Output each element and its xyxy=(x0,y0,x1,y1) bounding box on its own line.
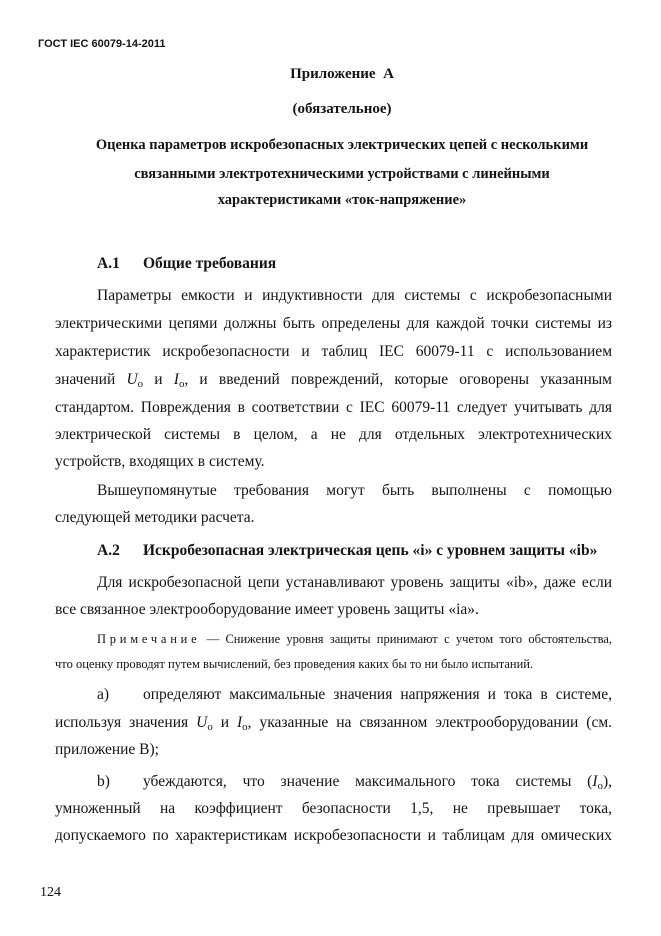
symbol-u: U xyxy=(196,714,208,731)
subscript-o: o xyxy=(597,780,603,793)
symbol-i: I xyxy=(173,371,179,388)
section-a2-number: А.2 xyxy=(97,542,120,559)
text-segment: и xyxy=(212,714,237,731)
a1-paragraph-1-line-2: электрическими цепями должны быть определены для каждой точки системы из xyxy=(55,315,612,332)
section-a1-number: А.1 xyxy=(97,255,120,272)
appendix-title-line-1: Оценка параметров искробезопасных электрических цепей с несколькими xyxy=(95,137,589,153)
item-a-line-2 xyxy=(55,714,612,732)
appendix-title-line-3: характеристиками «ток-напряжение» xyxy=(217,192,467,208)
symbol-u: U xyxy=(126,371,138,388)
item-b-line-3: допускаемого по характеристикам искробезопасности и таблицам для омических xyxy=(55,827,612,844)
text-segment: , указанные на связанном электрооборудовании (см. xyxy=(247,714,613,731)
a1-paragraph-2-line-2: следующей методики расчета. xyxy=(55,509,255,526)
appendix-status: (обязательное) xyxy=(292,101,392,117)
item-a-line-1: определяют максимальные значения напряжения и тока в системе, xyxy=(143,686,612,703)
text-segment: ), xyxy=(602,773,612,790)
appendix-title-line-2: связанными электротехническими устройствами с линейными xyxy=(134,166,550,182)
document-code-header: ГОСТ IEC 60079-14-2011 xyxy=(38,38,166,50)
a1-paragraph-1-line-6: электрической системы в целом, а не для отдельных электротехнических xyxy=(55,426,612,443)
text-segment: используя значения xyxy=(55,714,197,731)
text-segment: значений xyxy=(55,371,127,388)
symbol-i: I xyxy=(237,714,243,731)
a1-paragraph-1-line-1: Параметры емкости и индуктивности для системы с искробезопасными xyxy=(97,287,612,304)
symbol-i: I xyxy=(592,773,598,790)
subscript-o: o xyxy=(178,378,185,391)
text-segment: убеждаются, что значение максимального тока системы ( xyxy=(143,773,593,790)
text-segment: — Снижение уровня защиты принимают с учетом того обстоятельства, xyxy=(200,632,612,646)
page-number: 124 xyxy=(40,885,61,900)
section-a2-heading: Искробезопасная электрическая цепь «i» с уровнем защиты «ib» xyxy=(143,542,598,559)
a1-paragraph-1-line-3: характеристик искробезопасности и таблиц IEC 60079-11 с использованием xyxy=(55,343,612,360)
item-b-line-2: умноженный на коэффициент безопасности 1,5, не превышает тока, xyxy=(55,800,612,817)
section-a1-heading: Общие требования xyxy=(143,255,277,272)
note-line-2: что оценку проводят путем вычислений, без проведения каких бы то ни было испытаний. xyxy=(55,657,534,671)
a1-paragraph-1-line-4 xyxy=(55,371,612,389)
text-segment: , и введений повреждений, которые оговорены указанным xyxy=(184,371,612,388)
note-line-1 xyxy=(97,631,612,647)
a2-paragraph-1-line-2: все связанное электрооборудование имеет уровень защиты «ia». xyxy=(55,601,479,618)
subscript-o: o xyxy=(207,721,213,734)
item-a-line-3: приложение В); xyxy=(55,741,159,758)
item-b-line-1 xyxy=(143,773,612,791)
subscript-o: o xyxy=(137,378,144,391)
a1-paragraph-2-line-1: Вышеупомянутые требования могут быть выполнены с помощью xyxy=(97,482,612,499)
appendix-label: Приложение А xyxy=(290,66,394,82)
text-segment: и xyxy=(143,371,174,388)
list-item-marker-a: a) xyxy=(97,686,110,703)
a1-paragraph-1-line-7: устройств, входящих в систему. xyxy=(55,453,265,470)
subscript-o: o xyxy=(242,721,248,734)
a2-paragraph-1-line-1: Для искробезопасной цепи устанавливают уровень защиты «ib», даже если xyxy=(97,574,612,591)
a1-paragraph-1-line-5: стандартом. Повреждения в соответствии с IEC 60079-11 следует учитывать для xyxy=(55,399,612,416)
list-item-marker-b: b) xyxy=(97,773,110,790)
note-label: Примечание xyxy=(97,632,201,646)
